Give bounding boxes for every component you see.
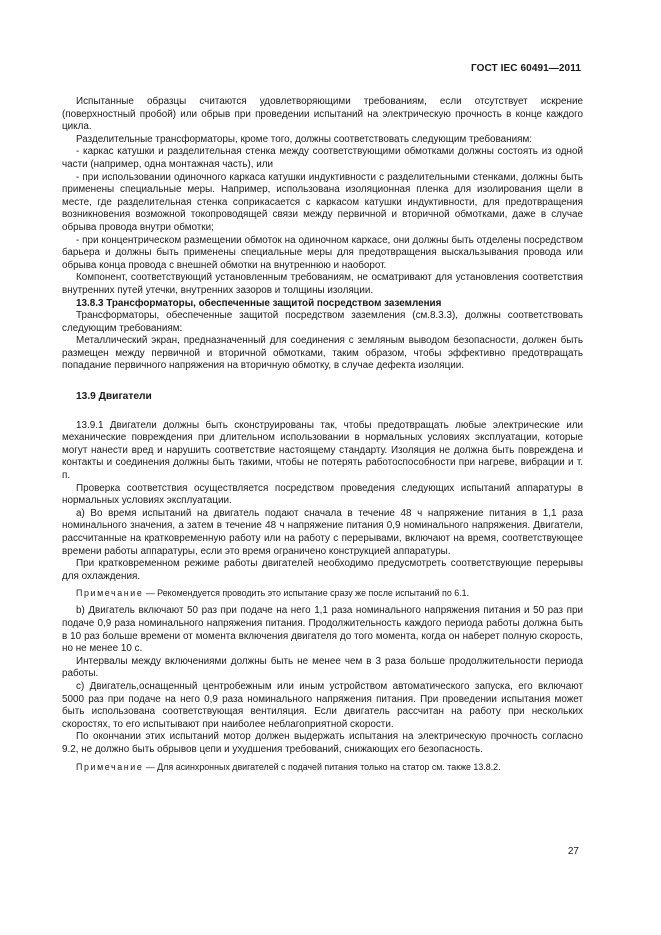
paragraph: Проверка соответствия осуществляется посредством проведения следующих испытаний аппаратуры в нормальных условиях эксплуатации. [62,482,583,507]
paragraph: Интервалы между включениями должны быть не менее чем в 3 раза больше продолжительности периода работы. [62,655,583,680]
paragraph: Металлический экран, предназначенный для соединения с земляным выводом безопасности, должен быть размещен между первичной и вторичной обмотками, таким образом, чтобы эффективно предотвращать попадание первичного напряжения на вторичную обмотку, в случае дефекта изоляции. [62,335,583,372]
paragraph: При кратковременном режиме работы двигателей необходимо предусмотреть соответствующие перерывы для охлаждения. [62,558,583,582]
list-item: - каркас катушки и разделительная стенка между соответствующими обмотками должны состоять из одной части (например, одна монтажная часть), или [62,146,583,170]
paragraph: b) Двигатель включают 50 раз при подаче на него 1,1 раза номинального напряжения питания и 50 раз при подаче 0,9 раза номинального напряжения питания. Продолжительность каждого периода работы должна быть в 10 раз больше времени от момента включения двигателя до того момента, когда он наберет полную скорость, но не менее 10 с. [62,605,583,655]
paragraph: c) Двигатель,оснащенный центробежным или иным устройством автоматического запуска, его включают 5000 раз при подаче на него 0,9 раза номинального напряжения питания. При проведении испытания может быть использована соответствующая вентиляция. Если двигатель рассчитан на работу при нескольких скоростях, то его испытывают при наиболее неблагоприятной скорости. [62,680,583,730]
page-number: 27 [567,846,579,857]
subsection-heading: 13.8.3 Трансформаторы, обеспеченные защитой посредством заземления [76,297,442,309]
section-heading: 13.9 Двигатели [76,391,152,403]
note-label: Примечание [76,761,144,772]
list-item: - при использовании одиночного каркаса катушки индуктивности с разделительными стенками, должны быть применены специальные меры. Например, использована изоляционная пленка для изолирования щели в месте, где разделительная стенка соприкасается с каркасом катушки индуктивности, для предотвращения возникновения возможной токопроводящей связи между первичной и вторичной обмотками, даже в случае обрыва провода внутри обмотки; [62,171,583,233]
paragraph: Компонент, соответствующий установленным требованиям, не осматривают для установления соответствия внутренних путей утечки, внутренних зазоров и толщины изоляции. [62,272,583,296]
paragraph: Разделительные трансформаторы, кроме того, должны соответствовать следующим требованиям: [76,133,532,145]
paragraph: Испытанные образцы считаются удовлетворяющими требованиям, если отсутствует искрение (поверхностный пробой) или обрыв при проведении испытаний на электрическую прочность в конце каждого цикла. [62,96,583,133]
note-text: — Для асинхронных двигателей с подачей питания только на статор см. также 13.8.2. [145,761,501,772]
paragraph: а) Во время испытаний на двигатель подают сначала в течение 48 ч напряжение питания в 1,1 раза номинального значения, а затем в течение 48 ч напряжение питания 0,9 номинального напряжения. Двигатели, рассчитанные на кратковременную работу или на работу с перерывами, включают на время, соответствующее времени работы аппаратуры, если это время ограничено конструкцией аппаратуры. [62,507,583,557]
note [62,587,583,599]
note [62,761,583,773]
page-body [62,96,583,779]
document-header: ГОСТ IEC 60491—2011 [470,63,581,74]
note-text: — Рекомендуется проводить это испытание сразу же после испытаний по 6.1. [145,588,470,599]
note-label: Примечание [76,588,144,599]
paragraph: Трансформаторы, обеспеченные защитой посредством заземления (см.8.3.3), должны соответствовать следующим требованиям: [62,310,583,334]
paragraph: По окончании этих испытаний мотор должен выдержать испытания на электрическую прочность согласно 9.2, не должно быть обрывов цепи и ухудшения требований, снижающих его безопасность. [62,731,583,755]
list-item: - при концентрическом размещении обмоток на одиночном каркасе, они должны быть отделены посредством барьера и должны быть применены специальные меры для предотвращения выскальзывания провода или обрыва конца провода с внешней обмотки на внутреннюю и наоборот. [62,234,583,271]
paragraph: 13.9.1 Двигатели должны быть сконструированы так, чтобы предотвращать любые электрические или механические повреждения при длительном использовании в нормальных условиях эксплуатации, которые могут нанести вред и нарушить соответствие настоящему стандарту. Изоляция не должна быть повреждена и контакты и соединения должны быть такими, чтобы не потерять работоспособности при нагреве, вибрации и т. п. [62,419,583,482]
